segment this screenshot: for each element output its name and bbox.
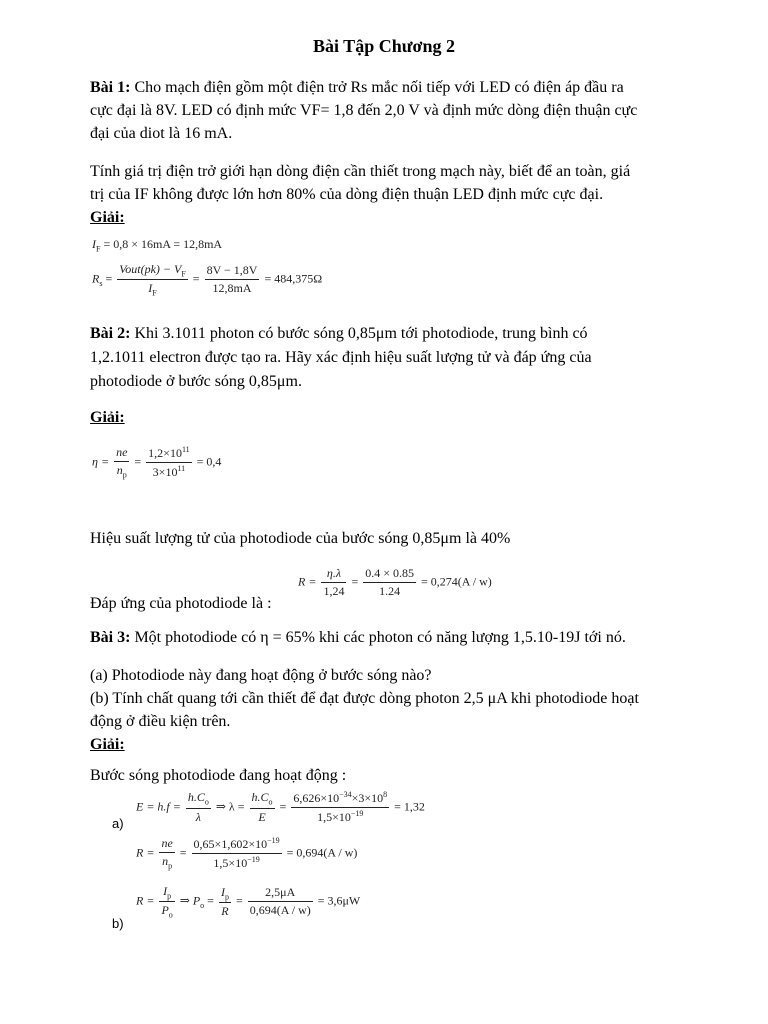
bai1-paragraph [90, 76, 730, 145]
bai3-label: Bài 3: [90, 629, 131, 646]
bai3-paragraph [90, 626, 626, 649]
bai2-text1: Khi 3.1011 photon có bước sóng 0,85μm tới photodiode, trung bình có [130, 325, 588, 342]
bai3-eq-r: R = $\frac{ne}{n_p}$ = $\frac{0,65\times 1,602\times 10^{-19}}{1,5\times 10^{-19}}$ = 0,694(A / w) [136, 836, 358, 871]
bai3-qb2: động ở điều kiện trên. [90, 713, 231, 730]
page-title: Bài Tập Chương 2 [313, 36, 455, 56]
bai2-dap-ung-label: Đáp ứng của photodiode là : [90, 595, 272, 612]
bai1-question [90, 160, 740, 229]
bai3-buoc-song: Bước sóng photodiode đang hoạt động : [90, 767, 347, 784]
bai2-eq2: R = $\frac{\eta.\lambda}{1,24}$ = $\frac{0.4 \times 0.85}{1.24}$ = 0,274(A / w) [298, 566, 492, 598]
bai1-text1: Cho mạch điện gồm một điện trở Rs mắc nối tiếp với LED có điện áp đầu ra [130, 79, 624, 96]
bai3-b-label: b) [112, 916, 124, 931]
bai3-qb1: (b) Tính chất quang tới cần thiết để đạt được dòng photon 2,5 μA khi photodiode hoạt [90, 690, 639, 707]
bai3-eq-b: R = $\frac{I_p}{P_o}$ ⇒ $P_o$ = $\frac{I_p}{R}$ = $\frac{2,5\mu A}{0,694(A / w)}$ = 3,6μW [136, 884, 361, 920]
bai1-text2: cực đại là 8V. LED có định mức VF= 1,8 đến 2,0 V và định mức dòng điện thuận cực [90, 102, 638, 119]
bai2-label: Bài 2: [90, 325, 131, 342]
bai3-text1: Một photodiode có η = 65% khi các photon có năng lượng 1,5.10-19J tới nó. [130, 629, 626, 646]
bai2-eq1: η = $\frac{ne}{n_p}$ = $\frac{1,2\times 10^{11}}{3\times 10^{11}}$ = 0,4 [92, 445, 222, 480]
bai3-questions [90, 664, 740, 756]
bai3-eq-a: E = h.f = $\frac{h.C_o}{\lambda}$ ⇒ λ = $\frac{h.C_o}{E}$ = $\frac{6,626\times 10^{-34}\times 3\times 10^8}{1,5\times 10^{-19}}$ = 1,32 [136, 790, 425, 824]
bai1-text3: đại của diot là 16 mA. [90, 125, 233, 142]
bai1-para2-line1: Tính giá trị điện trở giới hạn dòng điện cần thiết trong mạch này, biết để an toàn, giá [90, 163, 631, 180]
bai3-giai: Giải: [90, 736, 125, 753]
bai3-a-label: a) [112, 816, 124, 831]
bai2-text3: photodiode ở bước sóng 0,85μm. [90, 373, 302, 390]
bai2-giai: Giải: [90, 409, 125, 426]
bai1-giai: Giải: [90, 209, 125, 226]
bai1-eq1: $I_F = 0,8 \times 16mA = 12,8mA$ [92, 237, 223, 254]
bai2-result-text: Hiệu suất lượng tử của photodiode của bước sóng 0,85μm là 40% [90, 530, 511, 547]
bai2-paragraph [90, 322, 740, 394]
bai2-text2: 1,2.1011 electron được tạo ra. Hãy xác định hiệu suất lượng tử và đáp ứng của [90, 349, 592, 366]
bai1-eq2: $R_s$ = $\frac{Vout(pk) - V_F}{I_F}$ = $\frac{8V - 1,8V}{12,8mA}$ = 484,375Ω [92, 262, 323, 298]
bai1-label: Bài 1: [90, 79, 131, 96]
bai1-para2-line2: trị của IF không được lớn hơn 80% của dòng điện thuận LED định mức cực đại. [90, 186, 604, 203]
bai3-qa: (a) Photodiode này đang hoạt động ở bước sóng nào? [90, 667, 432, 684]
